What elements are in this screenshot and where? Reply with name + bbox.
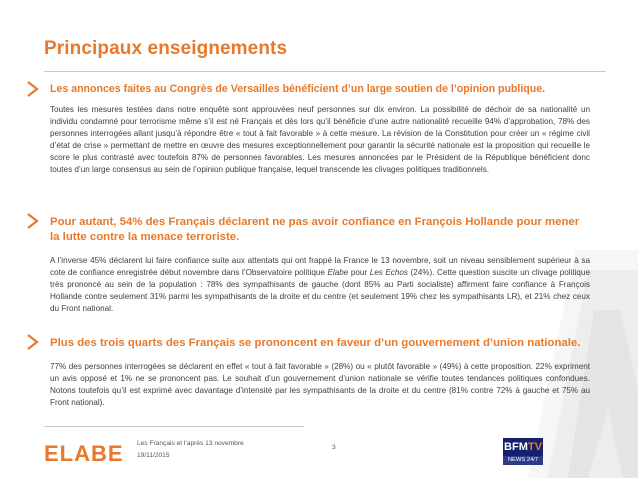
bfmtv-logo-box [503,438,543,456]
section-2-italic-echos: Les Echos [369,268,408,277]
chevron-right-icon [26,80,40,98]
section-1-paragraph: Toutes les mesures testées dans notre enquête sont approuvées neuf personnes sur dix environ. La possibilité de déchoir de sa nationalité un individu condamné pour terrorisme même s’il est né Français et dès lors qu’il bénéficie d’une autre nationalité recueille 94% d’approbation, 78% des personnes interrogées allant jusqu’à répondre être « tout à fait favorable » à cette mesure. La révision de la Constitution pour créer un « régime civil d’état de crise » permettant de mettre en œuvre des mesures exceptionnellement pour garantir la sécurité nationale est la proposition qui recueille le score le plus contrasté avec toutefois 87% de personnes favorables. Les mesures annoncées par le Président de la République bénéficient donc toutes d’un large consensus au sein de l’opinion publique française, lequel transcende les clivages politiques traditionnels. [50,105,590,174]
chevron-right-icon [26,212,40,230]
bfm-text: BFM [504,441,528,453]
bfmtv-logo [503,438,543,466]
page-title: Principaux enseignements [44,38,288,59]
page-number: 3 [332,444,336,451]
section-3-paragraph: 77% des personnes interrogées se déclarent en effet « tout à fait favorable » (28%) ou « plutôt favorable » (49%) à cette proposition. 22% expriment un avis opposé et 1% ne se prononcent pas. Le souhait d’un gouvernement d’union nationale se vérifie toutes tendances politiques confondues. Notons toutefois qu’il est exprimé avec davantage d’intensité par les sympathisants de la droite et du centre (81% contre 72% à gauche et 75% au Front national). [50,362,590,407]
section-3-heading: Plus des trois quarts des Français se prononcent en faveur d’un gouvernement d’union nationale. [50,337,581,349]
section-2-text-a: A l’inverse 45% déclarent lui faire confiance suite aux attentats qui ont frappé la France le 13 novembre, soit un niveau sensiblement supérieur à sa cote de confiance enregistrée début novembre dans l’Observatoire politique [50,256,590,277]
chevron-right-icon [26,333,40,351]
section-2-paragraph [50,255,590,315]
elabe-logo: ELABE [44,441,124,466]
section-1-heading: Les annonces faites au Congrès de Versailles bénéficient d’un large soutien de l’opinion publique. [50,83,546,95]
tv-text: TV [527,441,542,453]
section-2-heading: Pour autant, 54% des Français déclarent ne pas avoir confiance en François Hollande pour mener la lutte contre la menace terroriste. [50,216,580,243]
footer-study-title: Les Français et l’après 13 novembre [137,440,244,447]
section-2-text-c: (24%). Cette question suscite un clivage politique très prononcé au sein de la population : 78% des sympathisants de gauche (dont 85% au Parti socialiste) affirment faire confiance à François Hollande contre seulement 31% parmi les sympathisants de la droite et du centre (et seulement 19% chez les sympathisants LR), et 21% chez ceux du Front national. [50,268,590,313]
news-247-text: NEWS 24/7 [503,456,543,465]
footer-date: 19/11/2015 [137,452,170,459]
footer-divider [44,426,304,427]
section-2-italic-elabe: Elabe [327,268,349,277]
title-divider [44,71,606,72]
section-2-text-b: pour [348,268,370,277]
